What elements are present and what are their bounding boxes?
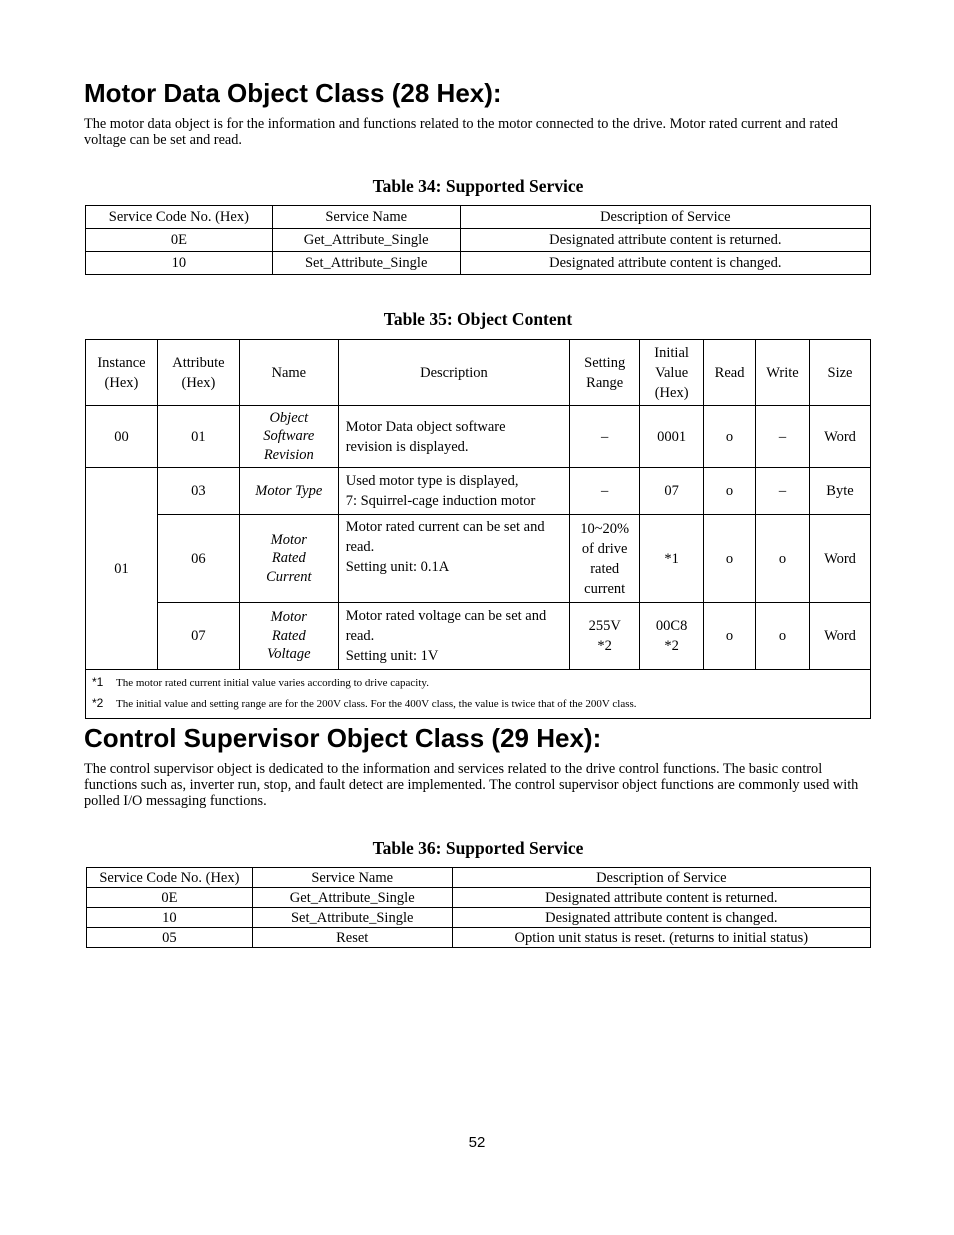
cell-service-name: Set_Attribute_Single — [272, 252, 460, 275]
cell-service-code: 10 — [87, 908, 253, 928]
cell-name: Motor Rated Voltage — [239, 603, 338, 670]
cell-service-code: 10 — [86, 252, 273, 275]
cell-service-name: Set_Attribute_Single — [252, 908, 452, 928]
cell-description: Used motor type is displayed, 7: Squirrel-cage induction motor — [338, 468, 569, 515]
note-1: *1 The motor rated current initial value varies according to drive capacity. — [92, 675, 429, 689]
section-title-motor-data: Motor Data Object Class (28 Hex): — [84, 78, 502, 108]
header-description: Description of Service — [460, 206, 870, 229]
cell-read: o — [704, 515, 756, 603]
cell-name: Motor Type — [239, 468, 338, 515]
cell-setting-range: 255V *2 — [570, 603, 640, 670]
cell-attribute: 06 — [157, 515, 239, 603]
cell-initial-value: 0001 — [640, 406, 704, 468]
header-initial-value: Initial Value (Hex) — [640, 340, 704, 406]
cell-size: Word — [809, 603, 870, 670]
cell-write: – — [756, 468, 810, 515]
cell-attribute: 07 — [157, 603, 239, 670]
cell-description: Motor Data object software revision is displayed. — [338, 406, 569, 468]
header-attribute: Attribute (Hex) — [157, 340, 239, 406]
table-row — [87, 908, 871, 928]
cell-instance: 00 — [86, 406, 158, 468]
header-description: Description of Service — [452, 868, 870, 888]
header-setting-range: Setting Range — [570, 340, 640, 406]
table-header-row — [86, 206, 871, 229]
cell-initial-value: 00C8 *2 — [640, 603, 704, 670]
cell-attribute: 01 — [157, 406, 239, 468]
cell-write: o — [756, 515, 810, 603]
header-read: Read — [704, 340, 756, 406]
cell-description: Designated attribute content is changed. — [460, 252, 870, 275]
cell-service-code: 0E — [87, 888, 253, 908]
page-number: 52 — [468, 1134, 486, 1151]
table-notes-row — [86, 670, 871, 719]
table-36-supported-service — [86, 867, 871, 948]
cell-write: o — [756, 603, 810, 670]
cell-service-name: Reset — [252, 928, 452, 948]
header-description: Description — [338, 340, 569, 406]
table-row — [86, 406, 871, 468]
cell-instance: 01 — [86, 468, 158, 670]
table-header-row — [86, 340, 871, 406]
header-size: Size — [809, 340, 870, 406]
table-row — [86, 229, 871, 252]
table-35-object-content — [85, 339, 871, 719]
section-description-control-supervisor: The control supervisor object is dedicated to the information and services related to the drive control functions. The basic control functions such as, inverter run, stop, and fault detect are implemented. The control supervisor object functions are commonly used with polled I/O messaging functions. — [84, 761, 859, 809]
header-service-code: Service Code No. (Hex) — [87, 868, 253, 888]
cell-attribute: 03 — [157, 468, 239, 515]
header-service-name: Service Name — [252, 868, 452, 888]
cell-size: Word — [809, 406, 870, 468]
header-service-name: Service Name — [272, 206, 460, 229]
cell-read: o — [704, 603, 756, 670]
table-36-caption: Table 36: Supported Service — [372, 838, 584, 858]
cell-initial-value: 07 — [640, 468, 704, 515]
cell-service-code: 0E — [86, 229, 273, 252]
cell-service-name: Get_Attribute_Single — [252, 888, 452, 908]
table-row — [86, 603, 871, 670]
note-2: *2 The initial value and setting range are for the 200V class. For the 400V class, the value is twice that of the 200V class. — [92, 696, 637, 710]
header-name: Name — [239, 340, 338, 406]
cell-name: Motor Rated Current — [239, 515, 338, 603]
table-row — [86, 515, 871, 603]
header-instance: Instance (Hex) — [86, 340, 158, 406]
cell-size: Byte — [809, 468, 870, 515]
cell-read: o — [704, 406, 756, 468]
cell-description: Designated attribute content is returned. — [460, 229, 870, 252]
cell-setting-range: – — [570, 468, 640, 515]
section-title-control-supervisor: Control Supervisor Object Class (29 Hex): — [84, 723, 602, 753]
table-35-caption: Table 35: Object Content — [383, 309, 573, 329]
cell-size: Word — [809, 515, 870, 603]
header-service-code: Service Code No. (Hex) — [86, 206, 273, 229]
cell-setting-range: 10~20% of drive rated current — [570, 515, 640, 603]
table-34-caption: Table 34: Supported Service — [372, 176, 584, 196]
cell-description: Option unit status is reset. (returns to initial status) — [452, 928, 870, 948]
cell-service-name: Get_Attribute_Single — [272, 229, 460, 252]
cell-read: o — [704, 468, 756, 515]
table-row — [87, 888, 871, 908]
cell-setting-range: – — [570, 406, 640, 468]
cell-name: Object Software Revision — [239, 406, 338, 468]
cell-initial-value: *1 — [640, 515, 704, 603]
table-notes — [86, 670, 871, 719]
cell-description: Motor rated current can be set and read. Setting unit: 0.1A — [338, 515, 569, 603]
cell-write: – — [756, 406, 810, 468]
cell-description: Motor rated voltage can be set and read. Setting unit: 1V — [338, 603, 569, 670]
cell-description: Designated attribute content is changed. — [452, 908, 870, 928]
table-row — [86, 252, 871, 275]
table-row — [86, 468, 871, 515]
table-header-row — [87, 868, 871, 888]
section-description-motor-data: The motor data object is for the information and functions related to the motor connected to the drive. Motor rated current and rated voltage can be set and read. — [84, 116, 838, 148]
header-write: Write — [756, 340, 810, 406]
cell-service-code: 05 — [87, 928, 253, 948]
cell-description: Designated attribute content is returned. — [452, 888, 870, 908]
table-34-supported-service — [85, 205, 871, 275]
table-row — [87, 928, 871, 948]
